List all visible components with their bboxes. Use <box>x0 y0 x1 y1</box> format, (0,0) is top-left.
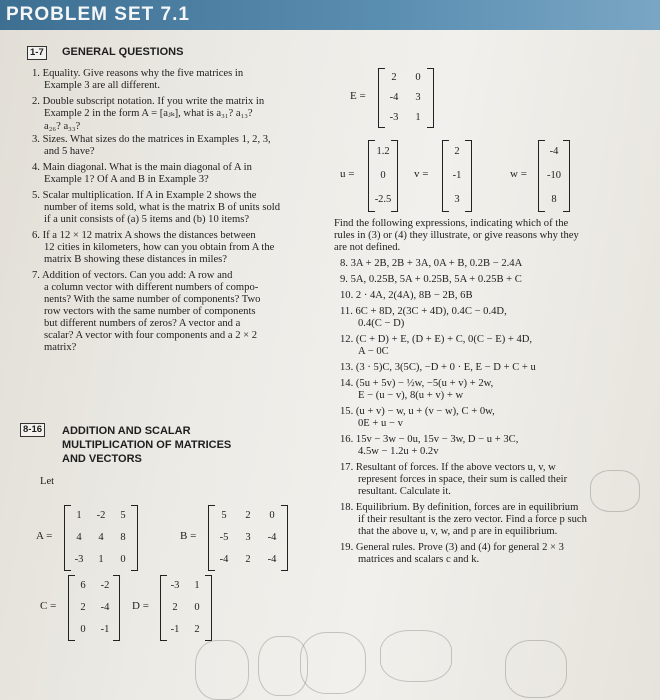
question-line: number of items sold, what is the matrix B of units sold <box>44 202 280 213</box>
matrix-v <box>442 140 472 212</box>
matrix-cell: -4 <box>267 553 277 565</box>
exercise-line: E − (u − v), 8(u + v) + w <box>358 390 464 401</box>
question-line: matrix B showing these distances in miles? <box>44 254 228 265</box>
matrix-B-label: B = <box>180 530 197 542</box>
matrix-cell: 6 <box>80 579 86 591</box>
problem-set-title: PROBLEM SET 7.1 <box>6 4 190 25</box>
scribble-mark <box>195 640 249 700</box>
matrix-cell: -10 <box>547 169 561 181</box>
let-label: Let <box>40 476 55 487</box>
problem-set-header <box>0 0 660 30</box>
matrix-cell: 8 <box>551 193 557 205</box>
matrix-cell: -2.5 <box>374 193 392 205</box>
section-title-addition-3: AND VECTORS <box>62 453 142 465</box>
matrix-cell: 0 <box>120 553 126 565</box>
question-line: Example 3 are all different. <box>44 80 160 91</box>
exercise-line: 14. (5u + 5v) − ½w, −5(u + v) + 2w, <box>340 378 494 389</box>
matrix-cell: 0 <box>194 601 200 613</box>
matrix-cell: 5 <box>221 509 227 521</box>
matrix-E-label: E = <box>350 90 366 102</box>
exercise-line: 16. 15v − 3w − 0u, 15v − 3w, D − u + 3C, <box>340 434 519 445</box>
exercise-line: matrices and scalars c and k. <box>358 554 480 565</box>
question-line: nents? With the same number of components? Two <box>44 294 261 305</box>
scribble-mark <box>300 632 366 694</box>
matrix-v-label: v = <box>414 168 429 180</box>
exercise-line: 4.5w − 1.2u + 0.2v <box>358 446 439 457</box>
matrix-cell: 2 <box>245 509 251 521</box>
exercise-line: if their resultant is the zero vector. Find a force p such <box>358 514 587 525</box>
question-line: matrix? <box>44 342 77 353</box>
matrix-u-label: u = <box>340 168 355 180</box>
exercise-line: are not defined. <box>334 242 401 253</box>
matrix-cell: 3 <box>415 91 421 103</box>
matrix-cell: 2 <box>80 601 86 613</box>
matrix-cell: 4 <box>76 531 82 543</box>
matrix-cell: -2 <box>96 509 106 521</box>
matrix-cell: 2 <box>391 71 397 83</box>
question-line: if a unit consists of (a) 5 items and (b) 10 items? <box>44 214 250 225</box>
exercise-line: 13. (3 · 5)C, 3(5C), −D + 0 · E, E − D + C + u <box>340 362 536 373</box>
exercise-line: 18. Equilibrium. By definition, forces are in equilibrium <box>340 502 579 513</box>
scribble-mark <box>380 630 452 682</box>
matrix-A-label: A = <box>36 530 53 542</box>
matrix-cell: -4 <box>267 531 277 543</box>
matrix-cell: -3 <box>74 553 84 565</box>
exercise-line: resultant. Calculate it. <box>358 486 451 497</box>
scribble-mark <box>590 470 640 512</box>
matrix-cell: -2 <box>100 579 110 591</box>
question-line: 6. If a 12 × 12 matrix A shows the distances between <box>32 230 256 241</box>
question-line: scalar? A vector with four components and a 2 × 2 <box>44 330 258 341</box>
question-line: and 5 have? <box>44 146 95 157</box>
exercise-line: 0E + u − v <box>358 418 403 429</box>
matrix-cell: 2 <box>194 623 200 635</box>
question-line: 12 cities in kilometers, how can you obtain from A the <box>44 242 275 253</box>
matrix-cell: 1 <box>194 579 200 591</box>
matrix-cell: 2 <box>245 553 251 565</box>
matrix-cell: -3 <box>170 579 180 591</box>
matrix-cell: -4 <box>549 145 559 157</box>
exercise-line: rules in (3) or (4) they illustrate, or give reasons why they <box>334 230 579 241</box>
question-line: a column vector with different numbers of compo- <box>44 282 259 293</box>
question-line: 2. Double subscript notation. If you write the matrix in <box>32 96 265 107</box>
matrix-cell: 2 <box>454 145 460 157</box>
matrix-w-label: w = <box>510 168 527 180</box>
scribble-mark <box>505 640 567 698</box>
matrix-cell: -4 <box>219 553 229 565</box>
matrix-cell: 4 <box>98 531 104 543</box>
exercise-line: 19. General rules. Prove (3) and (4) for general 2 × 3 <box>340 542 564 553</box>
exercise-line: 17. Resultant of forces. If the above vectors u, v, w <box>340 462 556 473</box>
exercise-line: 8. 3A + 2B, 2B + 3A, 0A + B, 0.2B − 2.4A <box>340 258 523 269</box>
exercise-line: A − 0C <box>358 346 389 357</box>
matrix-w <box>538 140 570 212</box>
exercise-line: 11. 6C + 8D, 2(3C + 4D), 0.4C − 0.4D, <box>340 306 507 317</box>
matrix-B <box>208 505 288 571</box>
matrix-C <box>68 575 120 641</box>
matrix-cell: -4 <box>389 91 399 103</box>
question-line: but different numbers of zeros? A vector and a <box>44 318 241 329</box>
question-line: 4. Main diagonal. What is the main diagonal of A in <box>32 162 252 173</box>
section-title-general: GENERAL QUESTIONS <box>62 46 184 58</box>
exercise-line: Find the following expressions, indicating which of the <box>334 218 569 229</box>
question-line: 3. Sizes. What sizes do the matrices in Examples 1, 2, 3, <box>32 134 271 145</box>
matrix-cell: 0 <box>269 509 275 521</box>
matrix-C-label: C = <box>40 600 57 612</box>
matrix-u <box>368 140 398 212</box>
question-line: 7. Addition of vectors. Can you add: A row and <box>32 270 233 281</box>
exercise-line: 12. (C + D) + E, (D + E) + C, 0(C − E) + 4D, <box>340 334 533 345</box>
question-line: a₂₆? a₃₃? <box>44 121 81 132</box>
matrix-cell: -3 <box>389 111 399 123</box>
matrix-cell: 3 <box>454 193 460 205</box>
exercise-line: that the above u, v, w, and p are in equilibrium. <box>358 526 558 537</box>
matrix-E <box>378 68 434 128</box>
matrix-cell: 1.2 <box>376 145 390 157</box>
matrix-D-label: D = <box>132 600 149 612</box>
exercise-line: 10. 2 · 4A, 2(4A), 8B − 2B, 6B <box>340 290 473 301</box>
matrix-cell: 3 <box>245 531 251 543</box>
matrix-cell: 5 <box>120 509 126 521</box>
question-line: Example 2 in the form A = [aⱼₖ], what is a₃₁? a₁₃? <box>44 108 253 119</box>
question-line: 1. Equality. Give reasons why the five matrices in <box>32 68 244 79</box>
matrix-cell: -4 <box>100 601 110 613</box>
matrix-cell: 8 <box>120 531 126 543</box>
section-range-general: 1-7 <box>27 46 47 60</box>
question-line: Example 1? Of A and B in Example 3? <box>44 174 209 185</box>
matrix-cell: -1 <box>170 623 180 635</box>
exercise-line: represent forces in space, their sum is called their <box>358 474 568 485</box>
exercise-line: 15. (u + v) − w, u + (v − w), C + 0w, <box>340 406 495 417</box>
matrix-cell: 0 <box>415 71 421 83</box>
question-line: row vectors with the same number of components <box>44 306 256 317</box>
matrix-cell: 2 <box>172 601 178 613</box>
matrix-cell: 1 <box>76 509 82 521</box>
matrix-A <box>64 505 138 571</box>
matrix-D <box>160 575 212 641</box>
section-title-addition-2: MULTIPLICATION OF MATRICES <box>62 439 232 451</box>
section-range-addition: 8-16 <box>20 423 45 437</box>
question-line: 5. Scalar multiplication. If A in Example 2 shows the <box>32 190 257 201</box>
matrix-cell: 1 <box>415 111 421 123</box>
matrix-cell: 0 <box>380 169 386 181</box>
section-title-addition-1: ADDITION AND SCALAR <box>62 425 191 437</box>
matrix-cell: -1 <box>452 169 462 181</box>
exercise-line: 9. 5A, 0.25B, 5A + 0.25B, 5A + 0.25B + C <box>340 274 522 285</box>
matrix-cell: 1 <box>98 553 104 565</box>
exercise-line: 0.4(C − D) <box>358 318 405 329</box>
matrix-cell: -1 <box>100 623 110 635</box>
matrix-cell: -5 <box>219 531 229 543</box>
matrix-cell: 0 <box>80 623 86 635</box>
